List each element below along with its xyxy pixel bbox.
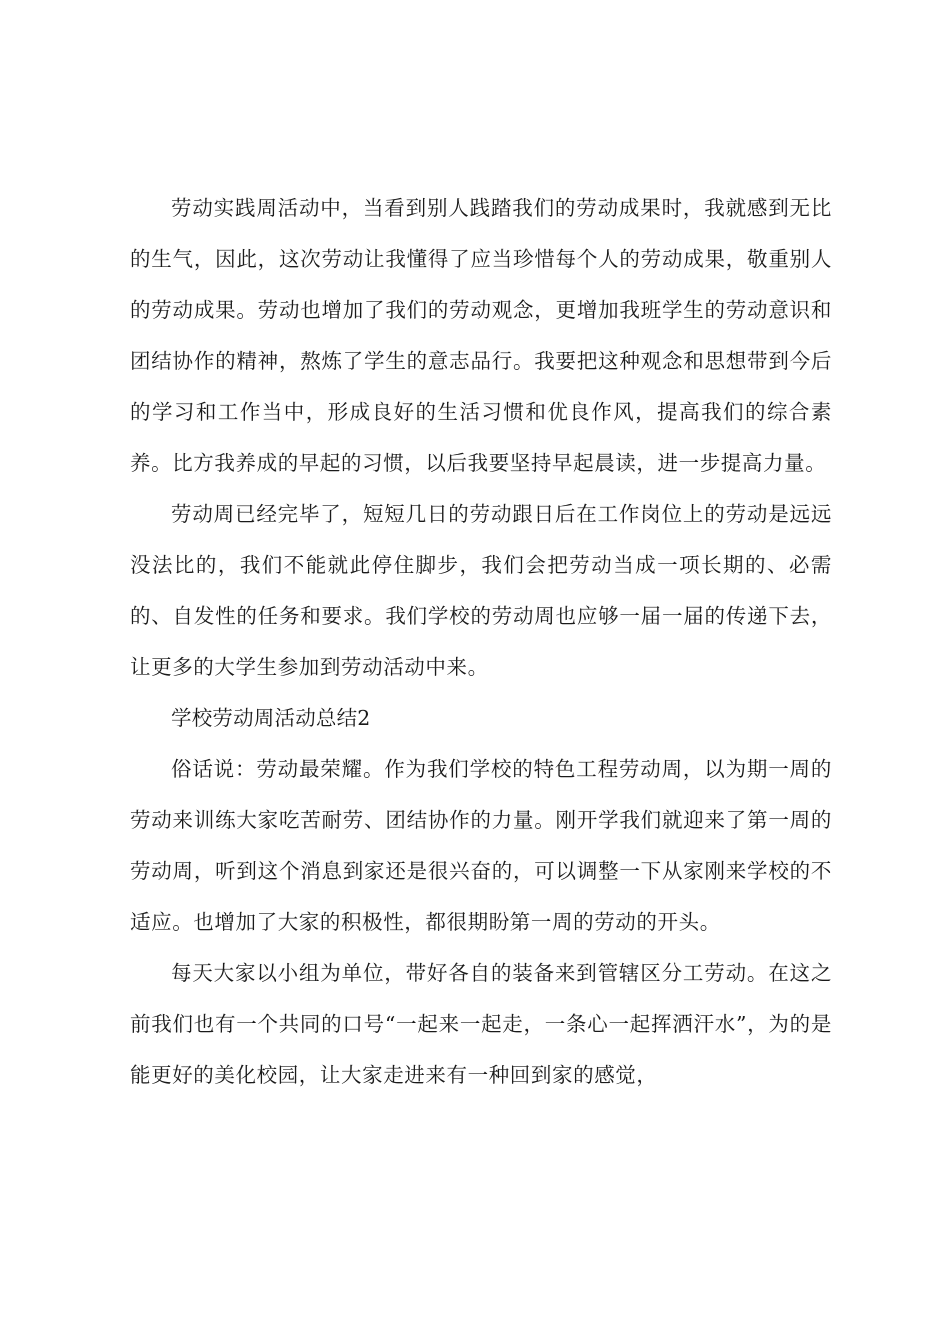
paragraph-daily-work: 每天大家以小组为单位，带好各自的装备来到管辖区分工劳动。在这之前我们也有一个共同的口号“一起来一起走，一条心一起挥洒汗水”，为的是能更好的美化校园，让大家走进来有一种回到家的感觉， bbox=[130, 961, 832, 1087]
document-body bbox=[130, 183, 832, 1101]
paragraph-intro: 俗话说：劳动最荣耀。作为我们学校的特色工程劳动周，以为期一周的劳动来训练大家吃苦耐劳、团结协作的力量。刚开学我们就迎来了第一周的劳动周，听到这个消息到家还是很兴奋的，可以调整一下从家刚来学校的不适应。也增加了大家的积极性，都很期盼第一周的劳动的开头。 bbox=[130, 757, 832, 934]
section-heading: 学校劳动周活动总结2 bbox=[171, 706, 371, 730]
paragraph-reflection: 劳动实践周活动中，当看到别人践踏我们的劳动成果时，我就感到无比的生气，因此，这次劳动让我懂得了应当珍惜每个人的劳动成果，敬重别人的劳动成果。劳动也增加了我们的劳动观念，更增加我班学生的劳动意识和团结协作的精神，熬炼了学生的意志品行。我要把这种观念和思想带到今后的学习和工作当中，形成良好的生活习惯和优良作风，提高我们的综合素养。比方我养成的早起的习惯，以后我要坚持早起晨读，进一步提高力量。 bbox=[130, 196, 832, 475]
paragraph-conclusion: 劳动周已经完毕了，短短几日的劳动跟日后在工作岗位上的劳动是远远没法比的，我们不能就此停住脚步，我们会把劳动当成一项长期的、必需的、自发性的任务和要求。我们学校的劳动周也应够一届一届的传递下去，让更多的大学生参加到劳动活动中来。 bbox=[130, 502, 832, 679]
